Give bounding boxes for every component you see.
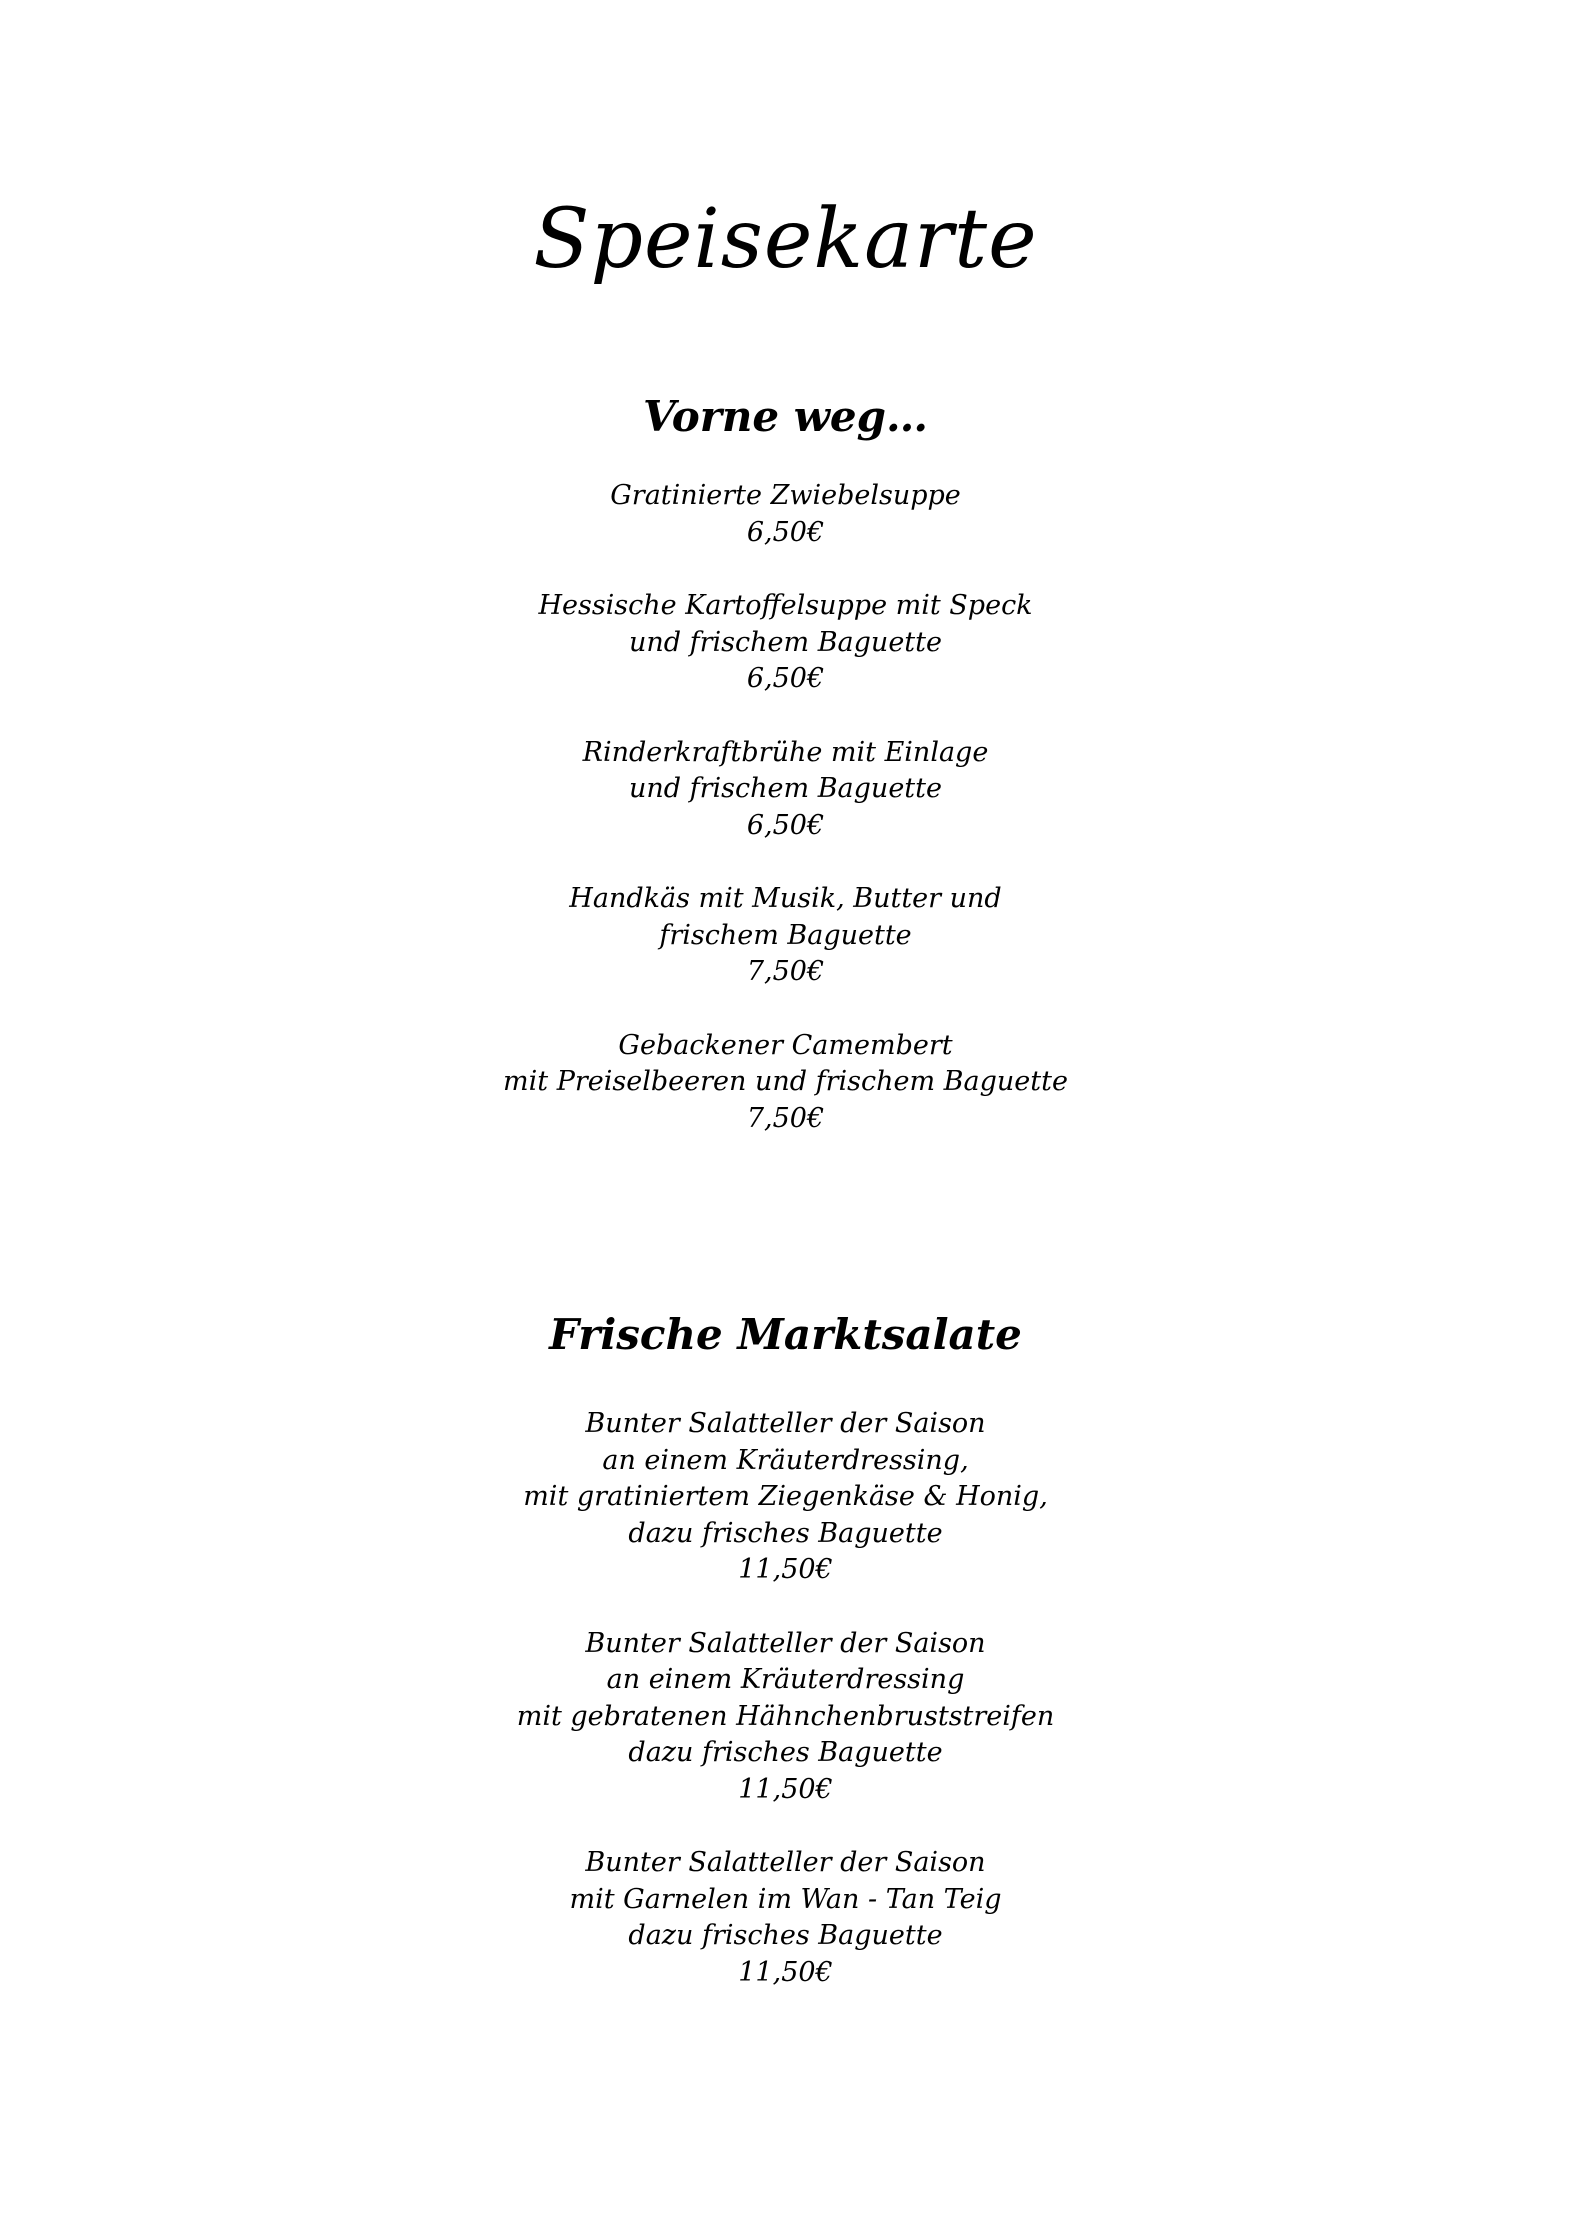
item-description-line: mit gebratenen Hähnchenbruststreifen xyxy=(516,1700,1055,1732)
item-price: 6,50€ xyxy=(746,663,825,694)
menu-item xyxy=(0,1845,1571,1991)
item-description-line: dazu frisches Baguette xyxy=(628,1737,943,1768)
item-price: 11,50€ xyxy=(738,1554,833,1585)
item-price: 11,50€ xyxy=(738,1773,833,1805)
item-description-line: Gratinierte Zwiebelsuppe xyxy=(610,480,961,511)
item-description-line: Bunter Salatteller der Saison xyxy=(585,1408,986,1439)
item-description-line: und frischem Baguette xyxy=(629,626,942,658)
menu-item xyxy=(0,1626,1571,1809)
menu-item xyxy=(0,881,1571,991)
item-description-line: Gebackener Camembert xyxy=(618,1029,953,1061)
item-description-line: Handkäs mit Musik, Butter und xyxy=(569,883,1002,914)
item-description-line: dazu frisches Baguette xyxy=(628,1517,943,1549)
item-description-line: mit gratiniertem Ziegenkäse & Honig, xyxy=(523,1481,1048,1512)
item-description-line: dazu frisches Baguette xyxy=(628,1920,943,1951)
section-salads xyxy=(0,1406,1571,2028)
item-description-line: mit Preiselbeeren und frischem Baguette xyxy=(503,1066,1068,1097)
item-price: 6,50€ xyxy=(746,809,825,841)
item-description-line: mit Garnelen im Wan - Tan Teig xyxy=(569,1883,1002,1915)
item-price: 7,50€ xyxy=(746,1102,825,1134)
item-description-line: frischem Baguette xyxy=(659,919,912,951)
menu-item xyxy=(0,478,1571,551)
section-heading-starters: Vorne weg… xyxy=(643,392,928,441)
item-description-line: an einem Kräuterdressing, xyxy=(602,1444,969,1476)
item-description-line: Bunter Salatteller der Saison xyxy=(585,1627,986,1659)
menu-item xyxy=(0,735,1571,845)
item-price: 7,50€ xyxy=(746,956,825,987)
item-description-line: und frischem Baguette xyxy=(629,773,942,804)
menu-title: Speisekarte xyxy=(533,192,1038,287)
section-heading-salads: Frische Marktsalate xyxy=(549,1310,1022,1359)
item-description-line: an einem Kräuterdressing xyxy=(606,1664,965,1695)
item-description-line: Bunter Salatteller der Saison xyxy=(585,1847,986,1878)
item-description-line: Hessische Kartoffelsuppe mit Speck xyxy=(538,590,1033,621)
item-price: 6,50€ xyxy=(746,516,825,548)
menu-item xyxy=(0,1028,1571,1138)
item-description-line: Rinderkraftbrühe mit Einlage xyxy=(582,736,989,768)
menu-item xyxy=(0,588,1571,698)
item-price: 11,50€ xyxy=(738,1956,833,1988)
menu-item xyxy=(0,1406,1571,1589)
section-starters xyxy=(0,478,1571,1174)
